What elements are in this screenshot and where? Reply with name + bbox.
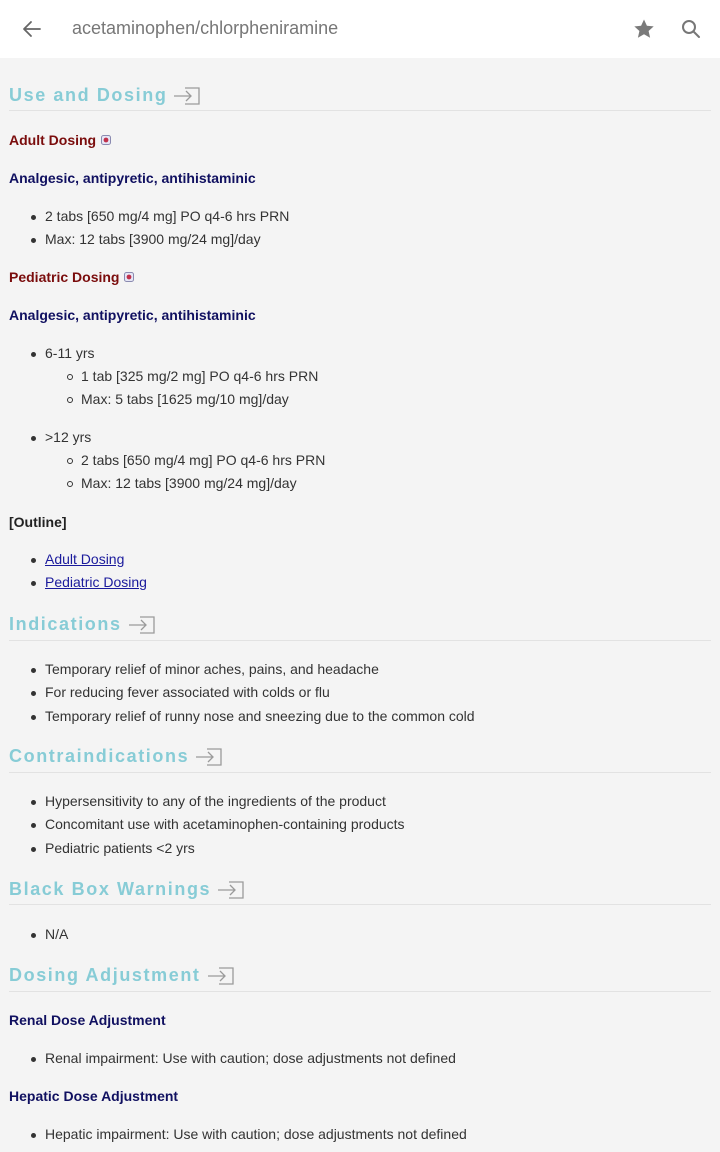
list-item: Hypersensitivity to any of the ingredients of the product xyxy=(45,793,386,809)
age-group-item: 6-11 yrs xyxy=(45,345,95,361)
hepatic-dose-heading: Hepatic Dose Adjustment xyxy=(9,1088,179,1104)
adult-indication: Analgesic, antipyretic, antihistaminic xyxy=(9,170,256,186)
adult-dosing-label: Adult Dosing xyxy=(9,132,97,148)
adult-dosing-heading xyxy=(9,132,111,148)
list-item: N/A xyxy=(45,926,69,942)
list-item: Hepatic impairment: Use with caution; dose adjustments not defined xyxy=(45,1126,467,1142)
list-item: Temporary relief of minor aches, pains, and headache xyxy=(45,661,379,677)
section-title: Indications xyxy=(9,614,122,634)
section-title: Use and Dosing xyxy=(9,85,168,105)
divider xyxy=(9,904,711,905)
section-heading-indications[interactable] xyxy=(9,614,156,635)
list-item: Max: 12 tabs [3900 mg/24 mg]/day xyxy=(45,231,261,247)
sub-list-item: 1 tab [325 mg/2 mg] PO q4-6 hrs PRN xyxy=(81,368,319,384)
divider xyxy=(9,640,711,641)
pediatric-dosing-label: Pediatric Dosing xyxy=(9,269,120,285)
list-item: Pediatric patients <2 yrs xyxy=(45,840,195,856)
outline-label: [Outline] xyxy=(9,514,67,530)
section-title: Dosing Adjustment xyxy=(9,965,201,985)
arrow-left-icon[interactable] xyxy=(20,17,44,41)
section-title: Black Box Warnings xyxy=(9,879,212,899)
list-item: Concomitant use with acetaminophen-containing products xyxy=(45,816,405,832)
divider xyxy=(9,991,711,992)
divider xyxy=(9,772,711,773)
pediatric-indication: Analgesic, antipyretic, antihistaminic xyxy=(9,307,256,323)
list-item: Temporary relief of runny nose and sneezing due to the common cold xyxy=(45,708,475,724)
search-icon[interactable] xyxy=(679,17,703,41)
outline-item xyxy=(45,574,147,590)
jump-to-section-icon[interactable] xyxy=(173,86,201,106)
renal-dose-heading: Renal Dose Adjustment xyxy=(9,1012,166,1028)
divider xyxy=(9,110,711,111)
outline-link-pediatric-dosing[interactable]: Pediatric Dosing xyxy=(45,574,147,590)
section-heading-black-box-warnings[interactable] xyxy=(9,879,245,900)
age-group-item: >12 yrs xyxy=(45,429,92,445)
section-heading-contraindications[interactable] xyxy=(9,746,223,767)
sub-list-item: Max: 5 tabs [1625 mg/10 mg]/day xyxy=(81,391,289,407)
outline-item xyxy=(45,551,124,567)
info-badge-icon[interactable] xyxy=(101,135,111,145)
jump-to-section-icon[interactable] xyxy=(128,615,156,635)
sub-list-item: Max: 12 tabs [3900 mg/24 mg]/day xyxy=(81,475,297,491)
jump-to-section-icon[interactable] xyxy=(217,880,245,900)
section-heading-use-and-dosing[interactable] xyxy=(9,85,201,106)
app-bar xyxy=(0,0,720,58)
pediatric-dosing-heading xyxy=(9,269,134,285)
list-item: Renal impairment: Use with caution; dose adjustments not defined xyxy=(45,1050,456,1066)
outline-link-adult-dosing[interactable]: Adult Dosing xyxy=(45,551,125,567)
info-badge-icon[interactable] xyxy=(124,272,134,282)
list-item: 2 tabs [650 mg/4 mg] PO q4-6 hrs PRN xyxy=(45,208,290,224)
section-heading-dosing-adjustment[interactable] xyxy=(9,965,235,986)
page-title: acetaminophen/chlorpheniramine xyxy=(72,18,339,38)
jump-to-section-icon[interactable] xyxy=(207,966,235,986)
jump-to-section-icon[interactable] xyxy=(195,747,223,767)
sub-list-item: 2 tabs [650 mg/4 mg] PO q4-6 hrs PRN xyxy=(81,452,326,468)
section-title: Contraindications xyxy=(9,746,190,766)
star-icon[interactable] xyxy=(632,17,656,41)
list-item: For reducing fever associated with colds or flu xyxy=(45,684,330,700)
